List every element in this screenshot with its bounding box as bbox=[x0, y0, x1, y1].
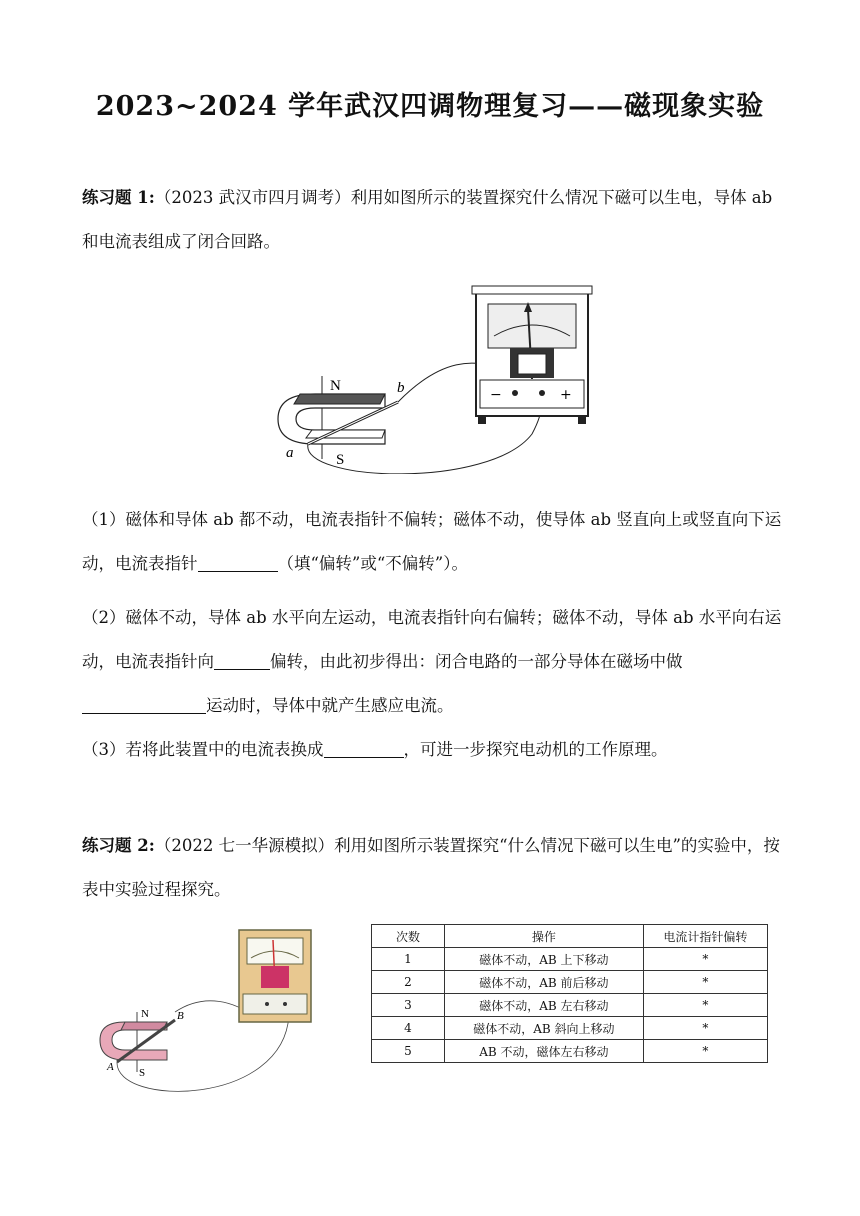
galvanometer bbox=[239, 930, 311, 1022]
q2-intro bbox=[82, 824, 782, 912]
experiment-table bbox=[371, 924, 768, 1063]
q2-label: 练习题 2: bbox=[82, 836, 155, 855]
answer-blank-3[interactable] bbox=[82, 695, 206, 714]
header-deflection: 电流计指针偏转 bbox=[643, 925, 767, 948]
page-title: 2023~2024 学年武汉四调物理复习——磁现象实验 bbox=[95, 91, 765, 122]
header-operation: 操作 bbox=[444, 925, 643, 948]
table-header-row bbox=[372, 925, 768, 948]
table-row: 1 磁体不动，AB 上下移动 * bbox=[372, 948, 768, 971]
svg-text:B: B bbox=[177, 1010, 184, 1022]
table-row: 3 磁体不动，AB 左右移动 * bbox=[372, 994, 768, 1017]
q1-part2: （2）磁体不动，导体 ab 水平向左运动，电流表指针向右偏转；磁体不动，导体 ab 水平向右运动，电流表指针向 偏转，由此初步得出：闭合电路的一部分导体在磁场中做运动时，导体中就产生感应电流。 bbox=[82, 608, 782, 715]
table-row: 2 磁体不动，AB 前后移动 * bbox=[372, 971, 768, 994]
q1-figure bbox=[270, 284, 600, 474]
q2-intro-text: （2022 七一华源模拟）利用如图所示装置探究“什么情况下磁可以生电”的实验中，按表中实验过程探究。 bbox=[82, 836, 780, 899]
label-n: N bbox=[330, 378, 341, 394]
header-count: 次数 bbox=[372, 925, 445, 948]
q1-intro bbox=[82, 176, 782, 264]
svg-text:N: N bbox=[141, 1008, 149, 1020]
q1-intro-text: （2023 武汉市四月调考）利用如图所示的装置探究什么情况下磁可以生电，导体 ab 和电流表组成了闭合回路。 bbox=[82, 188, 773, 251]
minus-label: − bbox=[490, 387, 502, 403]
q1-part1: （1）磁体和导体 ab 都不动，电流表指针不偏转；磁体不动，使导体 ab 竖直向上或竖直向下运动，电流表指针 （填“偏转”或“不偏转”）。 bbox=[82, 510, 782, 573]
q2-figure bbox=[95, 922, 315, 1102]
answer-blank-4[interactable] bbox=[324, 739, 404, 758]
table-row: 4 磁体不动，AB 斜向上移动 * bbox=[372, 1017, 768, 1040]
table-row: 5 AB 不动，磁体左右移动 * bbox=[372, 1040, 768, 1063]
q1-part3: （3）若将此装置中的电流表换成 ，可进一步探究电动机的工作原理。 bbox=[82, 740, 668, 759]
svg-text:S: S bbox=[139, 1067, 146, 1079]
ammeter bbox=[472, 286, 592, 424]
svg-text:A: A bbox=[107, 1061, 114, 1073]
answer-blank-1[interactable] bbox=[198, 553, 278, 572]
answer-blank-2[interactable] bbox=[214, 651, 270, 670]
label-b: b bbox=[397, 380, 405, 396]
q1-label: 练习题 1: bbox=[82, 188, 155, 207]
label-s: S bbox=[336, 452, 345, 468]
label-a: a bbox=[286, 445, 294, 461]
plus-label: + bbox=[560, 387, 572, 403]
